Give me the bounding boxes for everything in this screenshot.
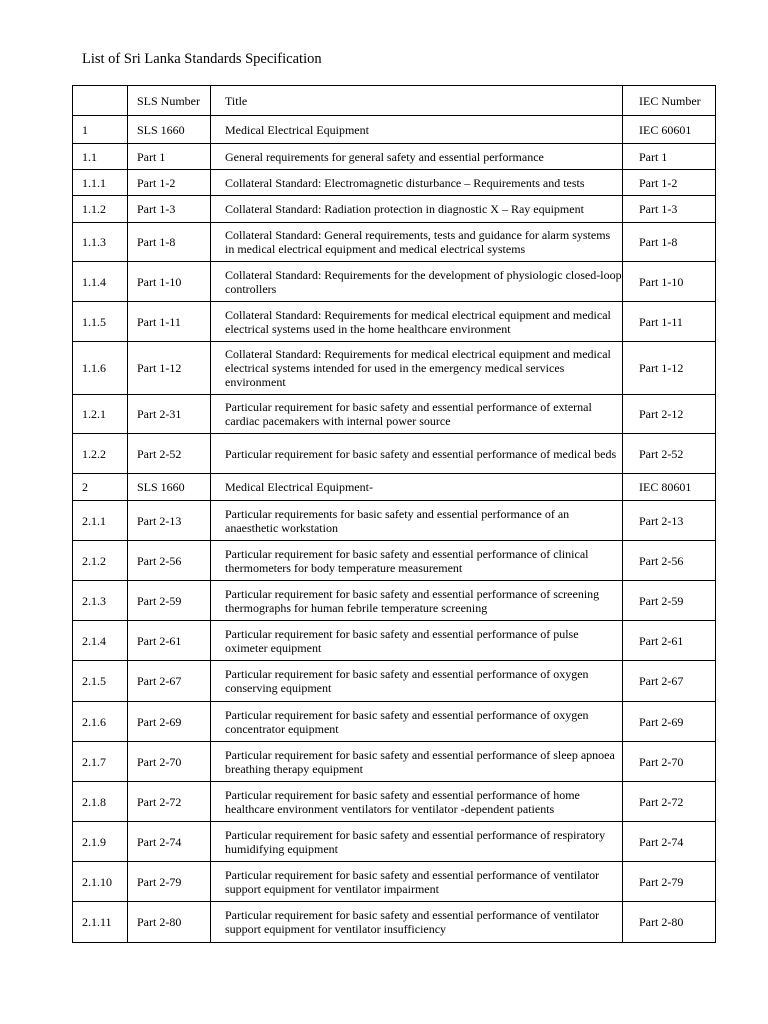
cell-index: 2.1.5: [73, 661, 128, 702]
cell-index: 1.1.2: [73, 196, 128, 223]
table-row: [73, 474, 716, 501]
cell-sls-number: Part 2-80: [128, 902, 211, 943]
cell-sls-number: Part 2-61: [128, 621, 211, 661]
cell-title: General requirements for general safety and essential performance: [211, 144, 623, 170]
table-body: [73, 116, 716, 943]
cell-index: 2: [73, 474, 128, 501]
cell-title: Particular requirement for basic safety and essential performance of screening thermographs for human febrile temperature screening: [211, 581, 623, 621]
table-row: [73, 395, 716, 434]
cell-title: Particular requirement for basic safety and essential performance of oxygen conserving equipment: [211, 661, 623, 702]
cell-title: Particular requirement for basic safety and essential performance of sleep apnoea breathing therapy equipment: [211, 742, 623, 782]
cell-sls-number: Part 2-31: [128, 395, 211, 434]
cell-title: Collateral Standard: Radiation protection in diagnostic X – Ray equipment: [211, 196, 623, 223]
table-row: [73, 822, 716, 862]
table-row: [73, 621, 716, 661]
cell-iec-number: Part 2-80: [623, 902, 716, 943]
cell-iec-number: Part 2-70: [623, 742, 716, 782]
header-cell-index: [73, 86, 128, 116]
cell-index: 2.1.2: [73, 541, 128, 581]
cell-index: 2.1.10: [73, 862, 128, 902]
table-row: [73, 742, 716, 782]
cell-index: 2.1.7: [73, 742, 128, 782]
cell-sls-number: Part 1-10: [128, 262, 211, 302]
cell-index: 1.2.1: [73, 395, 128, 434]
cell-title: Particular requirement for basic safety and essential performance of medical beds: [211, 434, 623, 474]
cell-sls-number: Part 2-74: [128, 822, 211, 862]
cell-sls-number: Part 1-8: [128, 223, 211, 262]
cell-iec-number: IEC 60601: [623, 116, 716, 144]
table-row: [73, 501, 716, 541]
cell-iec-number: Part 2-61: [623, 621, 716, 661]
cell-index: 1.1.6: [73, 342, 128, 395]
cell-index: 2.1.6: [73, 702, 128, 742]
cell-iec-number: Part 2-12: [623, 395, 716, 434]
cell-iec-number: Part 1-10: [623, 262, 716, 302]
cell-index: 1.2.2: [73, 434, 128, 474]
cell-iec-number: Part 1-11: [623, 302, 716, 342]
table-row: [73, 434, 716, 474]
cell-iec-number: Part 1-8: [623, 223, 716, 262]
cell-title: Collateral Standard: General requirements, tests and guidance for alarm systems in medical electrical equipment and medical electrical systems: [211, 223, 623, 262]
cell-index: 2.1.9: [73, 822, 128, 862]
table-row: [73, 170, 716, 196]
cell-index: 1: [73, 116, 128, 144]
table-row: [73, 782, 716, 822]
cell-iec-number: Part 1: [623, 144, 716, 170]
header-cell-iec-number: IEC Number: [623, 86, 716, 116]
standards-table: [72, 85, 716, 943]
cell-title: Particular requirement for basic safety and essential performance of ventilator support equipment for ventilator impairment: [211, 862, 623, 902]
cell-title: Medical Electrical Equipment: [211, 116, 623, 144]
cell-iec-number: Part 2-74: [623, 822, 716, 862]
cell-title: Particular requirements for basic safety and essential performance of an anaesthetic workstation: [211, 501, 623, 541]
cell-sls-number: SLS 1660: [128, 116, 211, 144]
cell-index: 2.1.3: [73, 581, 128, 621]
cell-iec-number: Part 2-69: [623, 702, 716, 742]
table-row: [73, 144, 716, 170]
cell-sls-number: Part 2-70: [128, 742, 211, 782]
cell-title: Collateral Standard: Requirements for medical electrical equipment and medical electrical systems intended for used in the emergency medical services environment: [211, 342, 623, 395]
document-title: List of Sri Lanka Standards Specification: [82, 51, 322, 67]
cell-index: 2.1.11: [73, 902, 128, 943]
cell-sls-number: Part 1-12: [128, 342, 211, 395]
cell-iec-number: Part 2-56: [623, 541, 716, 581]
cell-sls-number: Part 2-52: [128, 434, 211, 474]
table-row: [73, 581, 716, 621]
table-row: [73, 196, 716, 223]
cell-index: 1.1.5: [73, 302, 128, 342]
cell-title: Particular requirement for basic safety and essential performance of respiratory humidifying equipment: [211, 822, 623, 862]
cell-sls-number: Part 2-59: [128, 581, 211, 621]
cell-iec-number: Part 1-12: [623, 342, 716, 395]
cell-sls-number: Part 1: [128, 144, 211, 170]
cell-index: 1.1: [73, 144, 128, 170]
table-row: [73, 902, 716, 943]
cell-title: Collateral Standard: Requirements for the development of physiologic closed-loop controllers: [211, 262, 623, 302]
header-cell-sls-number: SLS Number: [128, 86, 211, 116]
table-row: [73, 342, 716, 395]
table-row: [73, 302, 716, 342]
cell-title: Particular requirement for basic safety and essential performance of external cardiac pacemakers with internal power source: [211, 395, 623, 434]
cell-index: 2.1.8: [73, 782, 128, 822]
cell-iec-number: Part 2-13: [623, 501, 716, 541]
table-row: [73, 862, 716, 902]
cell-sls-number: Part 1-3: [128, 196, 211, 223]
cell-index: 1.1.1: [73, 170, 128, 196]
cell-title: Particular requirement for basic safety and essential performance of home healthcare environment ventilators for ventilator -dependent patients: [211, 782, 623, 822]
table-row: [73, 661, 716, 702]
table-row: [73, 116, 716, 144]
table-row: [73, 262, 716, 302]
cell-sls-number: Part 1-2: [128, 170, 211, 196]
cell-title: Particular requirement for basic safety and essential performance of clinical thermometers for body temperature measurement: [211, 541, 623, 581]
cell-iec-number: Part 1-2: [623, 170, 716, 196]
cell-title: Particular requirement for basic safety and essential performance of ventilator support equipment for ventilator insufficiency: [211, 902, 623, 943]
cell-sls-number: Part 2-72: [128, 782, 211, 822]
cell-sls-number: Part 2-67: [128, 661, 211, 702]
cell-iec-number: Part 1-3: [623, 196, 716, 223]
cell-iec-number: Part 2-59: [623, 581, 716, 621]
cell-index: 1.1.3: [73, 223, 128, 262]
cell-sls-number: Part 2-79: [128, 862, 211, 902]
cell-sls-number: Part 1-11: [128, 302, 211, 342]
cell-title: Medical Electrical Equipment-: [211, 474, 623, 501]
table-header-row: [73, 86, 716, 116]
cell-sls-number: Part 2-56: [128, 541, 211, 581]
cell-index: 2.1.1: [73, 501, 128, 541]
cell-index: 2.1.4: [73, 621, 128, 661]
header-cell-title: Title: [211, 86, 623, 116]
cell-iec-number: Part 2-72: [623, 782, 716, 822]
cell-index: 1.1.4: [73, 262, 128, 302]
cell-iec-number: Part 2-79: [623, 862, 716, 902]
cell-iec-number: Part 2-67: [623, 661, 716, 702]
cell-sls-number: Part 2-69: [128, 702, 211, 742]
cell-iec-number: Part 2-52: [623, 434, 716, 474]
cell-title: Particular requirement for basic safety and essential performance of oxygen concentrator equipment: [211, 702, 623, 742]
cell-title: Collateral Standard: Requirements for medical electrical equipment and medical electrical systems used in the home healthcare environment: [211, 302, 623, 342]
cell-sls-number: SLS 1660: [128, 474, 211, 501]
cell-sls-number: Part 2-13: [128, 501, 211, 541]
cell-iec-number: IEC 80601: [623, 474, 716, 501]
cell-title: Particular requirement for basic safety and essential performance of pulse oximeter equipment: [211, 621, 623, 661]
table-row: [73, 541, 716, 581]
cell-title: Collateral Standard: Electromagnetic disturbance – Requirements and tests: [211, 170, 623, 196]
table-row: [73, 223, 716, 262]
table-row: [73, 702, 716, 742]
